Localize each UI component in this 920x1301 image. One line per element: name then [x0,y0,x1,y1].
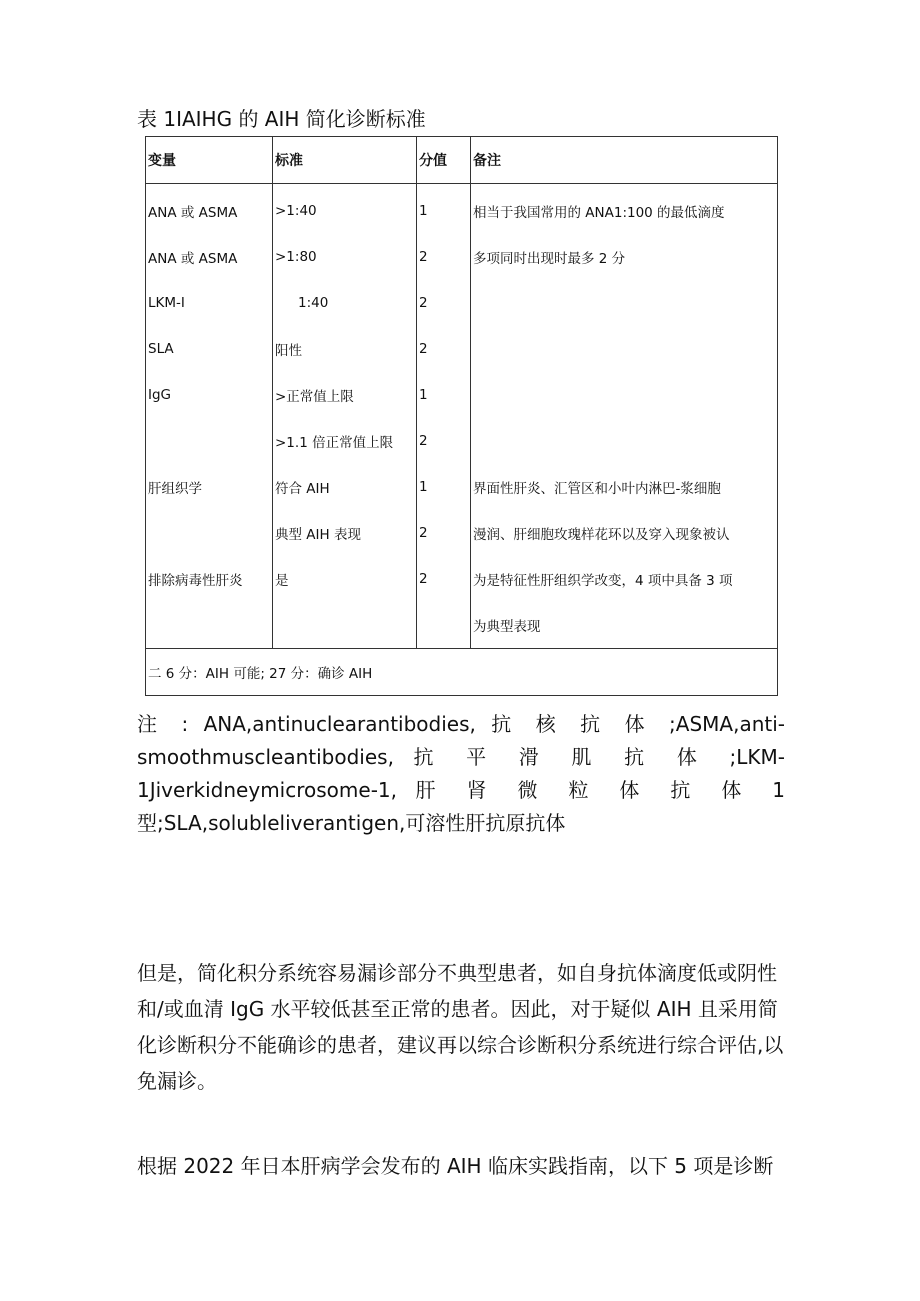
cell-remark [471,326,778,372]
cell-score: 2 [417,556,471,602]
header-remark: 备注 [471,137,778,184]
table-header-row [146,137,778,184]
table-row [146,234,778,280]
note-line: 1Jiverkidneymicrosome-1, 肝 肾 微 粒 体 抗 体 1 [137,778,785,802]
paragraph-line: 和/或血清 IgG 水平较低甚至正常的患者。因此，对于疑似 AIH 且采用简 [137,997,778,1021]
table-row [146,418,778,464]
cell-variable [146,602,273,649]
paragraph-line: 化诊断积分不能确诊的患者，建议再以综合诊断积分系统进行综合评估,以 [137,1033,784,1057]
cell-variable: ANA 或 ASMA [146,234,273,280]
table-row [146,602,778,649]
cell-score: 2 [417,234,471,280]
cell-criterion: 符合 AIH [273,464,417,510]
abbreviation-note [137,708,785,840]
paragraph-line: 但是，简化积分系统容易漏诊部分不典型患者，如自身抗体滴度低或阴性 [137,961,777,985]
table-row [146,326,778,372]
cell-remark: 为典型表现 [471,602,778,649]
cell-remark [471,280,778,326]
cell-remark: 相当于我国常用的 ANA1:100 的最低滴度 [471,184,778,235]
cell-score: 1 [417,372,471,418]
table-row [146,556,778,602]
note-line: smoothmuscleantibodies, 抗 平 滑 肌 抗 体 ;LKM- [137,745,785,769]
cell-criterion: >1.1 倍正常值上限 [273,418,417,464]
cell-score: 2 [417,326,471,372]
cell-criterion: 是 [273,556,417,602]
cell-score: 1 [417,184,471,235]
cell-remark: 多项同时出现时最多 2 分 [471,234,778,280]
cell-variable: ANA 或 ASMA [146,184,273,235]
cell-criterion: 1:40 [273,280,417,326]
cell-variable [146,418,273,464]
table-row [146,464,778,510]
cell-criterion [273,602,417,649]
header-variable: 变量 [146,137,273,184]
aih-criteria-table [145,136,778,696]
body-paragraph [137,955,785,1099]
table-row [146,280,778,326]
score-threshold-note: 二 6 分：AIH 可能; 27 分：确诊 AIH [146,649,778,696]
cell-variable: LKM-I [146,280,273,326]
cell-score: 2 [417,510,471,556]
cell-score [417,602,471,649]
table-row [146,184,778,235]
paragraph-line: 免漏诊。 [137,1069,217,1093]
body-paragraph-2: 根据 2022 年日本肝病学会发布的 AIH 临床实践指南，以下 5 项是诊断 [137,1154,774,1178]
cell-remark [471,372,778,418]
cell-variable: IgG [146,372,273,418]
header-score: 分值 [417,137,471,184]
cell-criterion: >正常值上限 [273,372,417,418]
cell-criterion: 阳性 [273,326,417,372]
cell-variable: 排除病毒性肝炎 [146,556,273,602]
note-line: 型;SLA,solubleliverantigen,可溶性肝抗原抗体 [137,811,566,835]
cell-variable [146,510,273,556]
cell-score: 2 [417,418,471,464]
table-caption: 表 1IAIHG 的 AIH 简化诊断标准 [137,107,426,131]
cell-criterion: >1:80 [273,234,417,280]
table-row [146,372,778,418]
cell-remark: 为是特征性肝组织学改变，4 项中具备 3 项 [471,556,778,602]
cell-criterion: 典型 AIH 表现 [273,510,417,556]
cell-remark [471,418,778,464]
cell-variable: SLA [146,326,273,372]
cell-score: 2 [417,280,471,326]
cell-criterion: >1:40 [273,184,417,235]
cell-remark: 漫润、肝细胞玫瑰样花环以及穿入现象被认 [471,510,778,556]
table-footer-row [146,649,778,696]
cell-score: 1 [417,464,471,510]
cell-variable: 肝组织学 [146,464,273,510]
note-line: 注 : ANA,antinuclearantibodies, 抗 核 抗 体 ;ASMA,anti- [137,712,785,736]
header-criterion: 标准 [273,137,417,184]
table-row [146,510,778,556]
cell-remark: 界面性肝炎、汇管区和小叶内淋巴-浆细胞 [471,464,778,510]
